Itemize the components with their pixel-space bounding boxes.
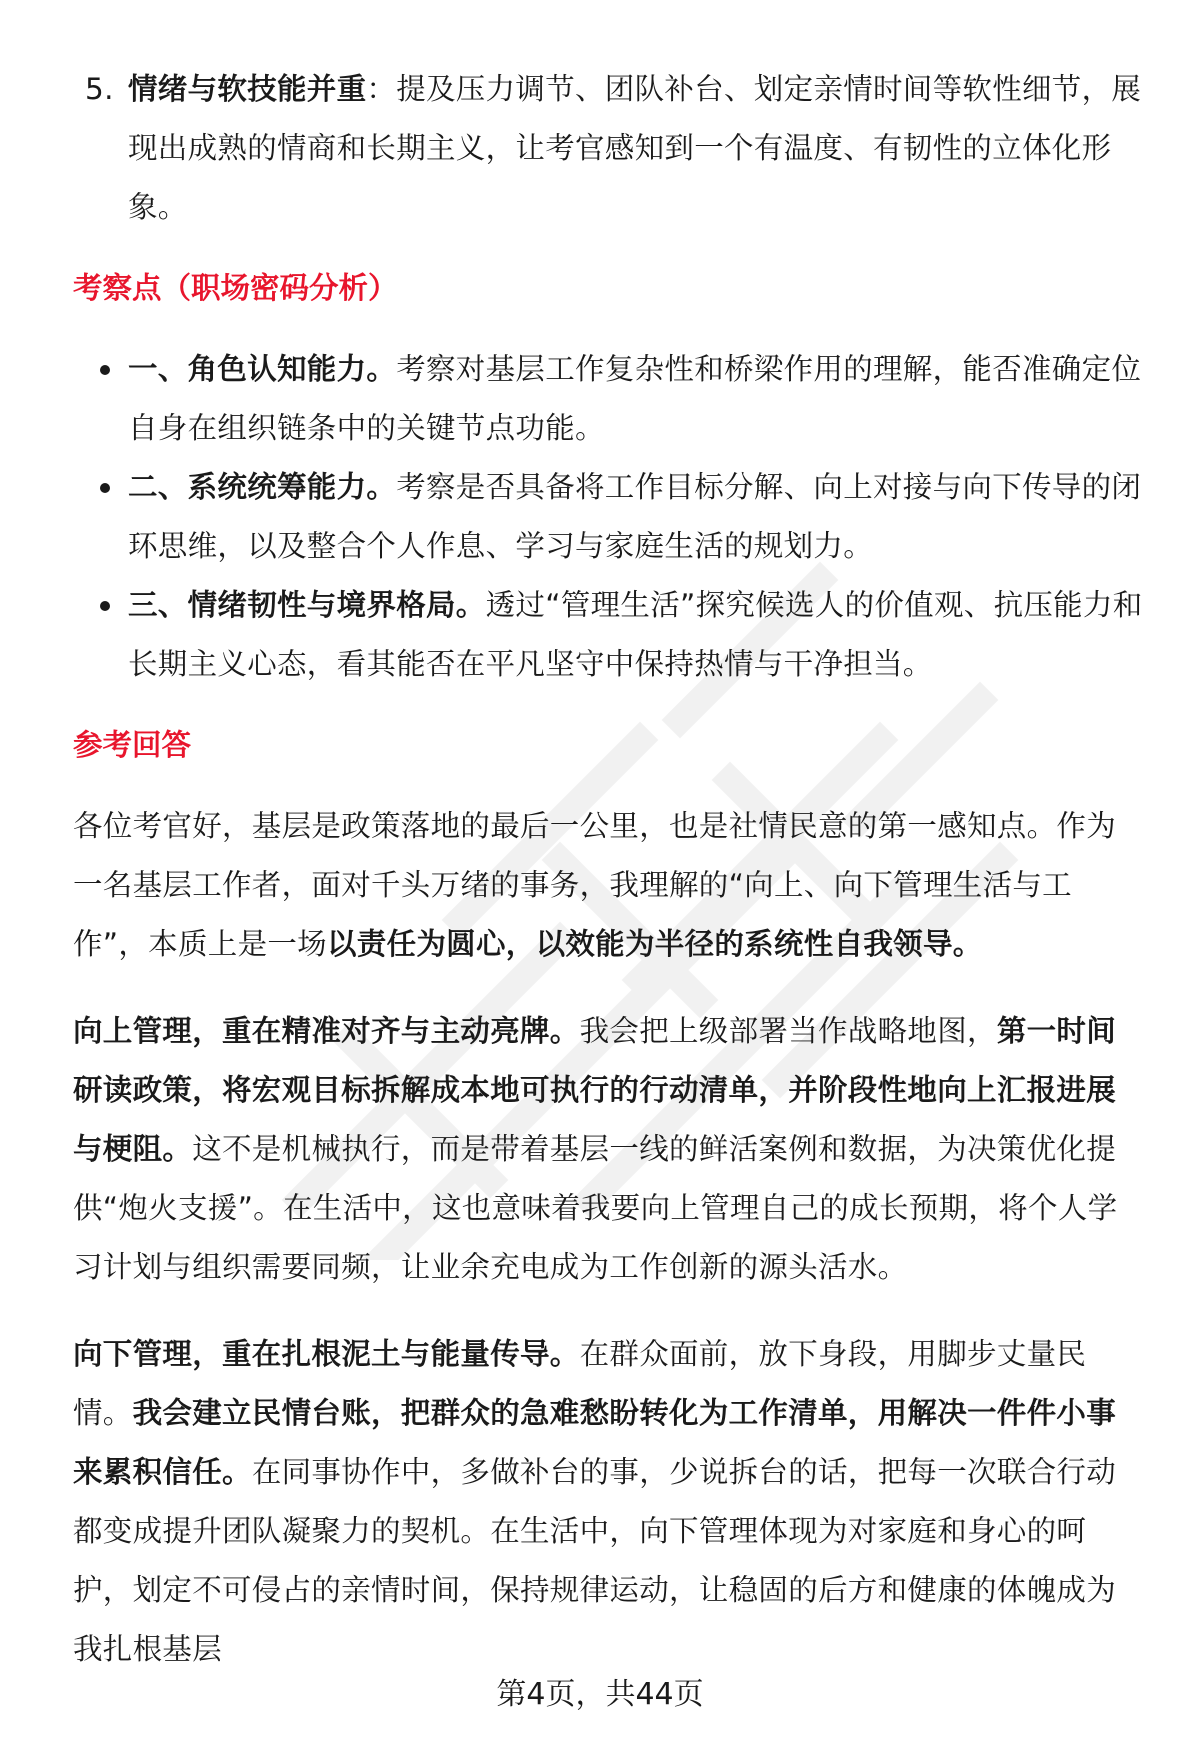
- paragraph-text: 这不是机械执行，而是带着基层一线的鲜活案例和数据，为决策优化提供“炮火支援”。在生活中，这也意味着我要向上管理自己的成长预期，将个人学习计划与组织需要同频，让业余充电成为工作创新的源头活水。: [73, 1132, 1118, 1284]
- bullet-icon: [100, 483, 110, 493]
- paragraph-emphasis: 我会建立民情台账，把群众的急难愁盼转化为工作清单，用解决一件件小事来累积信任。: [73, 1396, 1117, 1489]
- item-heading: 情绪与软技能并重: [128, 72, 367, 106]
- answer-paragraph-downward: [73, 1325, 1143, 1679]
- answer-paragraph-upward: [73, 1002, 1143, 1297]
- numbered-item-5: [73, 60, 1143, 237]
- list-item: [73, 458, 1143, 576]
- document-page: [73, 60, 1143, 1679]
- list-item-text: 考察对基层工作复杂性和桥梁作用的理解，能否准确定位自身在组织链条中的关键节点功能。: [128, 352, 1142, 445]
- paragraph-heading: 向下管理，重在扎根泥土与能量传导。: [73, 1337, 580, 1371]
- paragraph-text: 我会把上级部署当作战略地图，: [579, 1014, 997, 1048]
- bullet-icon: [100, 601, 110, 611]
- list-item: [73, 576, 1143, 694]
- list-item: [73, 340, 1143, 458]
- section-title-reference-answer: 参考回答: [73, 728, 192, 762]
- exam-points-list: [73, 340, 1143, 694]
- bullet-icon: [100, 365, 110, 375]
- page-number-footer: 第4页，共44页: [496, 1677, 704, 1712]
- paragraph-heading: 向上管理，重在精准对齐与主动亮牌。: [73, 1014, 580, 1048]
- list-item-heading: 一、角色认知能力。: [128, 352, 397, 386]
- item-text: ：提及压力调节、团队补台、划定亲情时间等软性细节，展现出成熟的情商和长期主义，让考官感知到一个有温度、有韧性的立体化形象。: [128, 72, 1142, 224]
- section-title-exam-points: 考察点（职场密码分析）: [73, 271, 398, 305]
- paragraph-emphasis: 以责任为圆心，以效能为半径的系统性自我领导。: [326, 927, 983, 961]
- item-number: 5.: [85, 72, 114, 106]
- paragraph-emphasis: 第一时间研读政策，将宏观目标拆解成本地可执行的行动清单，并阶段性地向上汇报进展与梗阻。: [73, 1014, 1117, 1166]
- paragraph-text: 在同事协作中，多做补台的事，少说拆台的话，把每一次联合行动都变成提升团队凝聚力的契机。在生活中，向下管理体现为对家庭和身心的呵护，划定不可侵占的亲情时间，保持规律运动，让稳固的后方和健康的体魄成为我扎根基层: [73, 1455, 1117, 1666]
- answer-paragraph-intro: [73, 797, 1143, 974]
- paragraph-text: 在群众面前，放下身段，用脚步丈量民情。: [73, 1337, 1087, 1430]
- paragraph-text: 各位考官好，基层是政策落地的最后一公里，也是社情民意的第一感知点。作为一名基层工作者，面对千头万绪的事务，我理解的“向上、向下管理生活与工作”，本质上是一场: [73, 809, 1117, 961]
- list-item-heading: 三、情绪韧性与境界格局。: [128, 588, 486, 622]
- list-item-text: 透过“管理生活”探究候选人的价值观、抗压能力和长期主义心态，看其能否在平凡坚守中保持热情与干净担当。: [128, 588, 1143, 681]
- list-item-heading: 二、系统统筹能力。: [128, 470, 397, 504]
- list-item-text: 考察是否具备将工作目标分解、向上对接与向下传导的闭环思维，以及整合个人作息、学习与家庭生活的规划力。: [128, 470, 1142, 563]
